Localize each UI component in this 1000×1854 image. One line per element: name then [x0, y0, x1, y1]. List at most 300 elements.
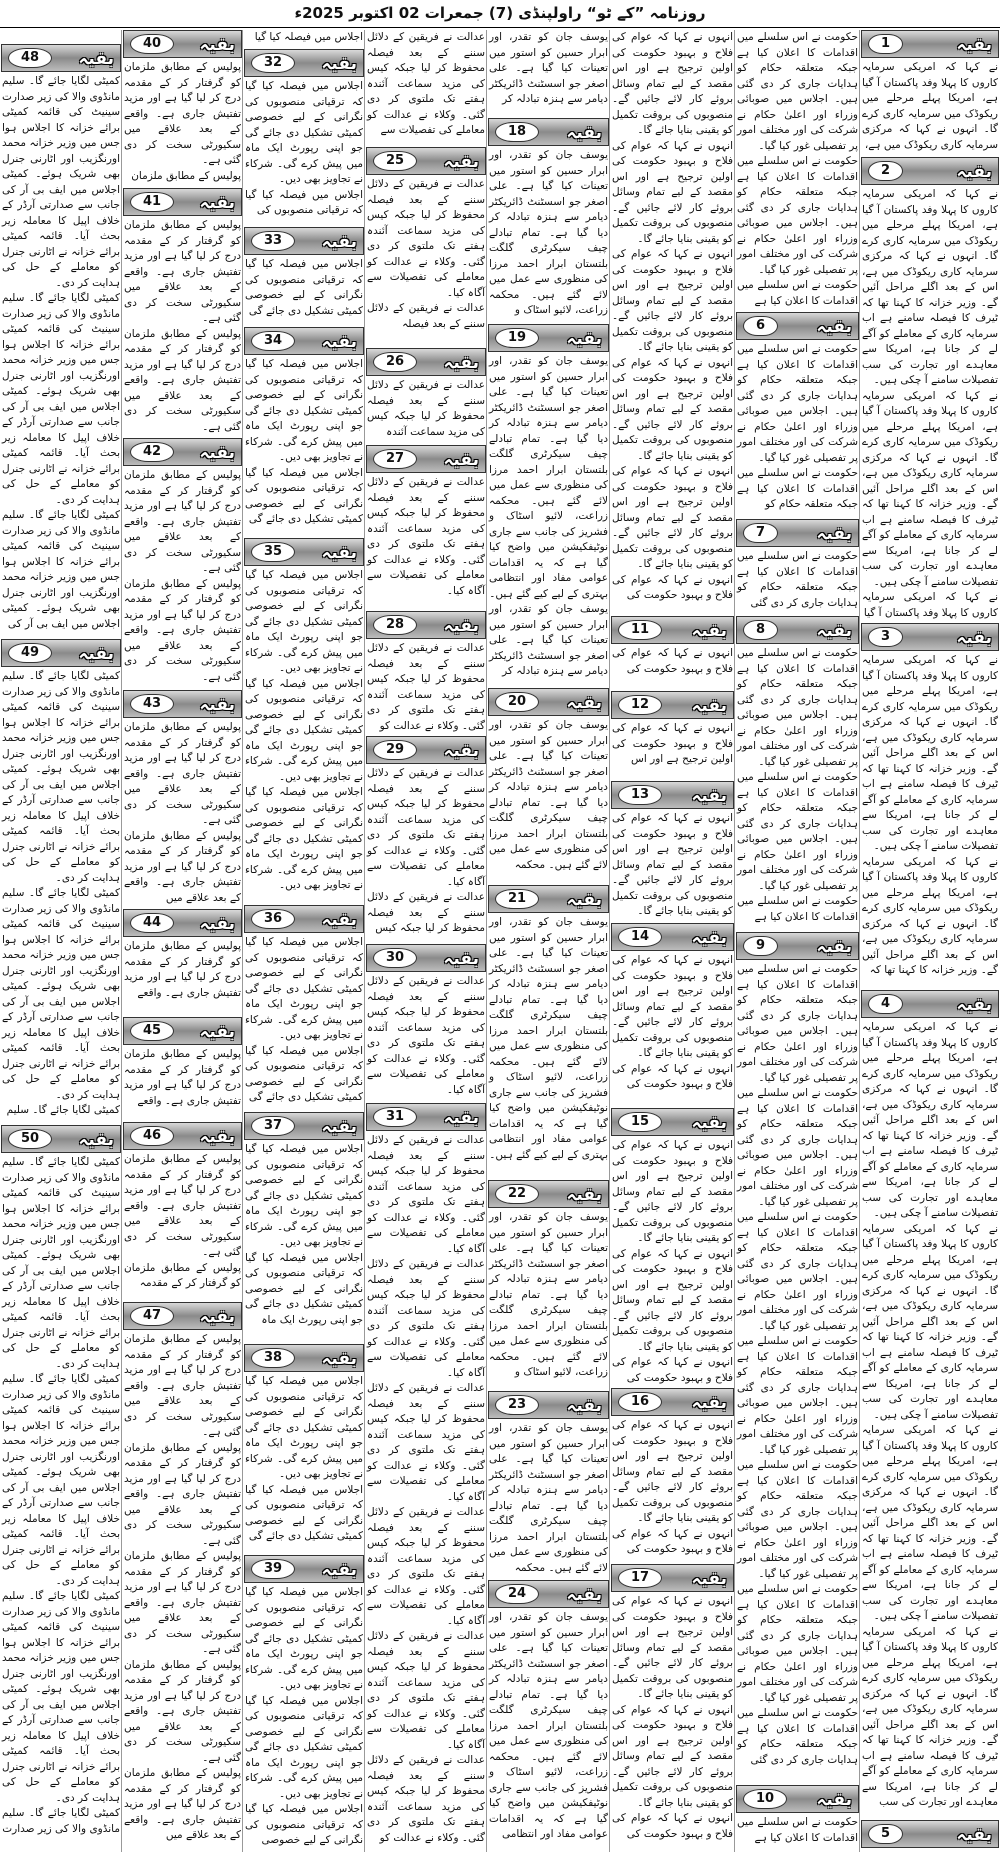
article-paragraph: پولیس کے مطابق ملزمان کو گرفتار کر کے مقدمہ درج کر لیا گیا ہے اور مزید تفتیش جاری ہے۔ واقعے کے بعد علاقے میں	[124, 829, 241, 904]
continued-label: بقیہ	[199, 192, 235, 213]
article-paragraph: حکومت نے اس سلسلے میں اقدامات کا اعلان کیا ہے جبکہ متعلقہ حکام کو ہدایات جاری کر دی گئی ہیں۔ اجلاس میں صوبائی وزراء اور اعلیٰ حکام نے شرکت کی اور مختلف امور پر تفصیلی غور کیا گیا۔	[737, 155, 858, 276]
continued-label: بقیہ	[199, 1306, 235, 1327]
article-paragraph: انہوں نے کہا کہ عوام کی فلاح و بہبود حکومت کی اولین ترجیح ہے اور اس مقصد کے لیے تمام وسائل بروئے کار لائے جائیں گے۔ منصوبوں کی بروقت تکمیل کو یقینی بنایا جائے گا۔	[612, 1247, 733, 1353]
continued-banner-41	[123, 188, 242, 216]
continued-label: بقیہ	[199, 1126, 235, 1147]
column-4	[487, 30, 610, 1852]
continued-label: بقیہ	[816, 1789, 852, 1810]
article-paragraph: حکومت نے اس سلسلے میں اقدامات کا اعلان کیا ہے جبکہ متعلقہ حکام کو ہدایات جاری کر دی گئی ہیں۔ اجلاس میں صوبائی وزراء اور اعلیٰ حکام نے شرکت کی اور مختلف امور پر تفصیلی غور کیا گیا۔	[737, 1211, 858, 1332]
article-text	[367, 475, 485, 609]
continued-number: 14	[618, 927, 662, 947]
continued-banner-10	[736, 1785, 859, 1813]
article-paragraph: پولیس کے مطابق ملزمان کو گرفتار کر کے مقدمہ درج کر لیا گیا ہے اور مزید تفتیش جاری ہے۔ واقعے کے بعد علاقے میں سکیورٹی سخت کر دی گئی ہے۔	[124, 469, 241, 574]
column-2	[735, 30, 860, 1852]
article-text	[862, 1020, 998, 1818]
article-paragraph: اجلاس میں فیصلہ کیا گیا کہ ترقیاتی منصوبوں کی نگرانی کے لیے خصوصی کمیٹی تشکیل دی جائے گی جو اپنی رپورٹ ایک ماہ	[245, 1251, 363, 1326]
continued-banner-48	[1, 44, 121, 72]
article-paragraph: یوسف جان کو تقدر، اور ابرار حسین کو استور میں تعینات کیا گیا ہے۔ علی اصغر جو اسسٹنٹ ڈائریکٹر دیامر سے ہنزہ تبادلہ کر دیا گیا ہے۔ تمام تبادلے چیف سیکرٹری گلگت بلتستان ابرار احمد مرزا کی منظوری سے عمل میں لائے گئے ہیں۔ محکمہ زراعت، لائیو اسٹاک و	[489, 149, 608, 316]
continued-number: 42	[130, 442, 174, 462]
article-paragraph: کمیٹی لگایا جائے گا۔ سلیم مانڈوی والا کی زیر صدارت سینیٹ کی قائمہ کمیٹی برائے خزانہ کا اجلاس ہوا جس میں وزیر خزانہ محمد اورنگزیب اور اٹارنی جنرل بھی شریک ہوئے۔ کمیٹی اجلاس میں ایف بی آر کی	[2, 509, 120, 630]
continued-banner-19	[488, 324, 609, 352]
article-text	[124, 218, 241, 436]
article-paragraph: نے کہا کہ امریکی سرمایہ کاروں کا پہلا وفد پاکستان آ گیا ہے، امریکا پہلے مرحلے میں ریکوڈک میں سرمایہ کاری کرے گا۔ انہوں نے کہا کہ مرکزی سرمایہ کاری ریکوڈک میں ہے، اس کے بعد اگلے مراحل آئیں گے۔ وزیر خزانہ کا کہنا تھا کہ ٹیرف کا فیصلہ سامنے ہے اب سرمایہ کاری کے معاملے کو آگے لے کر جانا ہے، امریکا سے معاہدے اور تجارت کی سب تفصیلات سامنے آ چکی ہیں۔	[862, 389, 998, 588]
article-paragraph: نے کہا کہ امریکی سرمایہ کاروں کا پہلا وفد پاکستان آ گیا ہے، امریکا پہلے مرحلے میں ریکوڈک میں سرمایہ کاری کرے گا۔ انہوں نے کہا کہ مرکزی سرمایہ کاری ریکوڈک میں ہے، اس کے بعد اگلے مراحل آئیں گے۔ وزیر خزانہ کا کہنا تھا کہ ٹیرف کا فیصلہ سامنے ہے اب سرمایہ کاری کے معاملے کو آگے لے کر جانا ہے، امریکا سے معاہدے اور تجارت کی سب	[862, 1625, 998, 1808]
article-paragraph: پولیس کے مطابق ملزمان کو گرفتار کر کے مقدمہ درج کر لیا گیا ہے اور مزید تفتیش جاری ہے۔ واقعے کے بعد علاقے میں سکیورٹی سخت کر دی گئی ہے۔	[124, 577, 241, 683]
article-paragraph: پولیس کے مطابق ملزمان کو گرفتار کر کے مقدمہ درج کر لیا گیا ہے اور مزید تفتیش جاری ہے۔ واقعے کے بعد علاقے میں سکیورٹی سخت کر دی گئی ہے۔	[124, 1658, 241, 1764]
article-paragraph: کمیٹی لگایا جائے گا۔ سلیم مانڈوی والا کی زیر صدارت سینیٹ کی قائمہ کمیٹی برائے خزانہ کا اجلاس ہوا جس میں وزیر خزانہ محمد اورنگزیب اور اٹارنی جنرل بھی شریک ہوئے۔ کمیٹی اجلاس میں ایف بی آر کی جانب سے صدارتی آرڈر کے خلاف اپیل کا معاملہ زیر بحث آیا۔ قائمہ کمیٹی برائے خزانہ نے اٹارنی جنرل کو معاملے کے حل کی ہدایت کر دی۔	[2, 1590, 120, 1804]
continued-number: 11	[618, 620, 662, 640]
continued-number: 34	[251, 331, 295, 351]
article-paragraph: حکومت نے اس سلسلے میں اقدامات کا اعلان کیا ہے جبکہ متعلقہ حکام کو ہدایات جاری کر دی گئی ہیں۔ اجلاس میں صوبائی وزراء اور اعلیٰ حکام نے شرکت کی اور مختلف امور پر تفصیلی غور کیا گیا۔	[737, 771, 858, 892]
continued-banner-49	[1, 639, 121, 667]
article-paragraph: نے کہا کہ امریکی سرمایہ کاروں کا پہلا وفد پاکستان آ گیا ہے، امریکا پہلے مرحلے میں ریکوڈک میں سرمایہ کاری کرے گا۔ انہوں نے کہا کہ مرکزی سرمایہ کاری ریکوڈک میں ہے،	[862, 61, 998, 151]
article-paragraph: عدالت نے فریقین کے دلائل سننے کے بعد فیصلہ محفوظ کر لیا جبکہ کیس کی مزید سماعت آئندہ ہفتے تک ملتوی کر دی گئی۔ وکلاء نے عدالت کو معاملے کی تفصیلات سے آگاہ کیا۔	[367, 1258, 485, 1379]
article-text	[737, 30, 858, 310]
article-text	[862, 187, 998, 621]
article-text	[245, 935, 363, 1110]
continued-number: 37	[251, 1116, 295, 1136]
article-paragraph: انہوں نے کہا کہ عوام کی فلاح و بہبود حکومت کی اولین ترجیح ہے اور اس مقصد کے لیے تمام وسائل بروئے کار لائے جائیں گے۔ منصوبوں کی بروقت تکمیل کو یقینی بنایا جائے گا۔	[612, 356, 733, 462]
continued-label: بقیہ	[816, 936, 852, 957]
continued-label: بقیہ	[566, 1184, 602, 1205]
continued-label: بقیہ	[199, 913, 235, 934]
article-text	[124, 720, 241, 907]
article-text	[124, 1332, 241, 1850]
article-text	[489, 1210, 608, 1389]
continued-number: 26	[373, 352, 417, 372]
article-paragraph: عدالت نے فریقین کے دلائل سننے کے بعد فیصلہ محفوظ کر لیا جبکہ کیس	[367, 891, 485, 934]
article-text	[2, 1155, 120, 1850]
continued-number: 20	[495, 692, 539, 712]
article-paragraph: کمیٹی لگایا جائے گا۔ سلیم مانڈوی والا کی زیر صدارت سینیٹ کی قائمہ کمیٹی برائے خزانہ کا اجلاس ہوا جس میں وزیر خزانہ محمد اورنگزیب اور اٹارنی جنرل بھی شریک ہوئے۔ کمیٹی اجلاس میں ایف بی آر کی جانب سے صدارتی آرڈر کے خلاف اپیل کا معاملہ زیر بحث آیا۔ قائمہ کمیٹی برائے خزانہ نے اٹارنی جنرل کو معاملے کے حل کی ہدایت کر دی۔	[2, 1156, 120, 1370]
article-paragraph: اجلاس میں فیصلہ کیا گیا کہ ترقیاتی منصوبوں کی نگرانی کے لیے خصوصی کمیٹی تشکیل دی جائے گی جو اپنی رپورٹ ایک ماہ میں پیش کرے گی۔ شرکاء نے تجاویز بھی دیں۔	[245, 786, 363, 891]
continued-banner-17	[611, 1564, 734, 1592]
article-text	[737, 646, 858, 930]
article-paragraph: انہوں نے کہا کہ عوام کی فلاح و بہبود حکومت کی اولین ترجیح ہے اور اس مقصد کے لیے تمام وسائل بروئے کار لائے جائیں گے۔ منصوبوں کی بروقت تکمیل کو یقینی بنایا جائے گا۔	[612, 1419, 733, 1524]
article-paragraph: پولیس کے مطابق ملزمان کو گرفتار کر کے مقدمہ درج کر لیا گیا ہے اور مزید تفتیش جاری ہے۔ واقعے کے بعد علاقے میں	[124, 1767, 241, 1841]
continued-label: بقیہ	[443, 615, 479, 636]
continued-banner-25	[366, 147, 486, 175]
article-paragraph: حکومت نے اس سلسلے میں اقدامات کا اعلان کیا ہے جبکہ متعلقہ حکام کو ہدایات جاری کر دی گئی	[737, 1707, 858, 1766]
article-paragraph: انہوں نے کہا کہ عوام کی فلاح و بہبود حکومت کی اولین ترجیح ہے اور اس مقصد کے لیے تمام وسائل بروئے کار لائے جائیں گے۔ منصوبوں کی بروقت تکمیل کو یقینی بنایا جائے گا۔	[612, 248, 733, 353]
continued-banner-26	[366, 348, 486, 376]
article-text	[367, 1133, 485, 1850]
article-paragraph: پولیس کے مطابق ملزمان کو گرفتار کر کے مقدمہ درج کر لیا گیا ہے اور مزید تفتیش جاری ہے۔ واقعے کے بعد علاقے میں سکیورٹی سخت کر دی گئی ہے۔	[124, 1333, 241, 1438]
article-text	[612, 953, 733, 1106]
continued-banner-38	[244, 1344, 364, 1372]
continued-label: بقیہ	[199, 442, 235, 463]
continued-label: بقیہ	[956, 1824, 992, 1845]
article-text	[124, 1047, 241, 1120]
continued-label: بقیہ	[691, 620, 727, 641]
continued-banner-9	[736, 932, 859, 960]
continued-number: 35	[251, 542, 295, 562]
continued-number: 28	[373, 615, 417, 635]
article-paragraph: انہوں نے کہا کہ عوام کی فلاح و بہبود حکومت کی اولین ترجیح ہے اور اس مقصد کے لیے تمام وسائل بروئے کار لائے جائیں گے۔ منصوبوں کی بروقت تکمیل کو یقینی بنایا جائے گا۔	[612, 31, 733, 136]
article-paragraph: اجلاس میں فیصلہ کیا گیا	[254, 31, 363, 43]
article-text	[612, 721, 733, 779]
article-paragraph: حکومت نے اس سلسلے میں اقدامات کا اعلان کیا ہے جبکہ متعلقہ حکام کو ہدایات جاری کر دی گئی ہیں۔ اجلاس میں صوبائی وزراء اور اعلیٰ حکام نے شرکت کی اور مختلف امور پر تفصیلی غور کیا گیا۔	[737, 647, 858, 768]
article-paragraph: پولیس کے مطابق ملزمان کو گرفتار کر کے مقدمہ درج کر لیا گیا ہے اور مزید تفتیش جاری ہے۔ واقعے کے بعد علاقے میں سکیورٹی سخت کر دی گئی ہے۔	[124, 327, 241, 433]
article-paragraph: حکومت نے اس سلسلے میں اقدامات کا اعلان کیا ہے	[737, 1816, 858, 1844]
article-paragraph: یوسف جان کو تقدر، اور ابرار حسین کو استور میں تعینات کیا گیا ہے۔ علی اصغر جو اسسٹنٹ ڈائریکٹر دیامر سے ہنزہ تبادلہ کر دیا گیا ہے۔ تمام تبادلے چیف سیکرٹری گلگت بلتستان ابرار احمد مرزا کی منظوری سے عمل میں لائے گئے ہیں۔ محکمہ زراعت، لائیو اسٹاک و فشریز کی جانب سے جاری نوٹیفکیشن میں واضح کیا گیا ہے کہ یہ اقدامات عوامی مفاد اور انتظامی بہتری کے لیے کیے گئے ہیں۔	[489, 355, 608, 600]
continued-number: 25	[373, 151, 417, 171]
continued-label: بقیہ	[78, 643, 114, 664]
continued-banner-5	[861, 1820, 999, 1848]
article-text	[367, 30, 485, 145]
article-paragraph: عدالت نے فریقین کے دلائل سننے کے بعد فیصلہ محفوظ کر لیا جبکہ کیس کی مزید سماعت آئندہ ہفتے تک ملتوی کر دی گئی۔ وکلاء نے عدالت کو معاملے کی تفصیلات سے آگاہ کیا۔	[367, 1382, 485, 1503]
article-text	[737, 342, 858, 517]
article-text	[245, 357, 363, 536]
article-paragraph: پولیس کے مطابق ملزمان کو گرفتار کر کے مقدمہ درج کر لیا گیا ہے اور مزید تفتیش جاری ہے۔ واقعے کے بعد علاقے میں سکیورٹی سخت کر دی گئی ہے۔	[124, 1153, 241, 1258]
article-text	[367, 766, 485, 942]
article-text	[2, 669, 120, 1123]
article-paragraph: انہوں نے کہا کہ عوام کی فلاح و بہبود حکومت کی اولین ترجیح ہے اور اس مقصد کے لیے تمام وسائل بروئے کار لائے جائیں گے۔ منصوبوں کی بروقت تکمیل کو یقینی بنایا جائے گا۔	[612, 1595, 733, 1700]
continued-banner-14	[611, 923, 734, 951]
article-paragraph: انہوں نے کہا کہ عوام کی فلاح و بہبود حکومت کی	[612, 573, 733, 601]
article-paragraph: انہوں نے کہا کہ عوام کی فلاح و بہبود حکومت کی اولین ترجیح ہے اور اس مقصد کے لیے تمام وسائل بروئے کار لائے جائیں گے۔ منصوبوں کی بروقت تکمیل کو یقینی بنایا جائے گا۔	[612, 465, 733, 570]
continued-label: بقیہ	[566, 1584, 602, 1605]
continued-label: بقیہ	[816, 523, 852, 544]
article-paragraph: عدالت نے فریقین کے دلائل سننے کے بعد فیصلہ محفوظ کر لیا جبکہ کیس کی مزید سماعت آئندہ ہفتے تک ملتوی کر دی گئی۔ وکلاء نے عدالت کو معاملے کی تفصیلات سے آگاہ کیا۔	[367, 1630, 485, 1751]
article-paragraph: کمیٹی لگایا جائے گا۔ سلیم مانڈوی والا کی زیر صدارت سینیٹ کی قائمہ کمیٹی برائے خزانہ کا اجلاس ہوا جس میں وزیر خزانہ محمد اورنگزیب اور اٹارنی جنرل بھی شریک ہوئے۔ کمیٹی اجلاس میں ایف بی آر کی جانب سے صدارتی آرڈر کے خلاف اپیل کا معاملہ زیر بحث آیا۔ قائمہ کمیٹی برائے خزانہ نے اٹارنی جنرل کو معاملے کے حل کی ہدایت کر دی۔	[2, 670, 120, 884]
continued-banner-28	[366, 611, 486, 639]
continued-label: بقیہ	[443, 151, 479, 172]
article-text	[612, 30, 733, 614]
continued-number: 33	[251, 231, 295, 251]
continued-banner-44	[123, 909, 242, 937]
article-paragraph: انہوں نے کہا کہ عوام کی فلاح و بہبود حکومت کی اولین ترجیح ہے اور اس مقصد کے لیے تمام وسائل بروئے کار لائے جائیں گے۔ منصوبوں کی بروقت تکمیل کو یقینی بنایا جائے گا۔	[612, 1703, 733, 1809]
article-text	[612, 811, 733, 921]
article-paragraph: عدالت نے فریقین کے دلائل سننے کے بعد فیصلہ محفوظ کر لیا جبکہ کیس کی مزید سماعت آئندہ ہفتے تک ملتوی کر دی گئی۔ وکلاء نے عدالت کو معاملے کی تفصیلات سے آگاہ کیا۔	[367, 1134, 485, 1255]
continued-banner-16	[611, 1388, 734, 1416]
article-paragraph: یوسف جان کو تقدر، اور ابرار حسین کو استور میں تعینات کیا گیا ہے۔ علی اصغر جو اسسٹنٹ ڈائریکٹر دیامر سے ہنزہ تبادلہ کر دیا گیا ہے۔ تمام تبادلے چیف سیکرٹری گلگت بلتستان ابرار احمد مرزا کی منظوری سے عمل میں لائے گئے ہیں۔ محکمہ	[489, 719, 608, 871]
continued-number: 16	[618, 1392, 662, 1412]
article-paragraph: اجلاس میں فیصلہ کیا گیا کہ ترقیاتی منصوبوں کی نگرانی کے لیے خصوصی کمیٹی تشکیل دی جائے گی	[245, 258, 363, 317]
continued-label: بقیہ	[566, 1395, 602, 1416]
article-paragraph: نے کہا کہ امریکی سرمایہ کاروں کا پہلا وفد پاکستان آ گیا ہے، امریکا پہلے مرحلے میں ریکوڈک میں سرمایہ کاری کرے گا۔ انہوں نے کہا کہ مرکزی سرمایہ کاری ریکوڈک میں ہے، اس کے بعد اگلے مراحل آئیں گے۔ وزیر خزانہ کا کہنا تھا کہ ٹیرف کا فیصلہ سامنے ہے اب سرمایہ کاری کے معاملے کو آگے لے کر جانا ہے، امریکا سے معاہدے اور تجارت کی سب تفصیلات سامنے آ چکی ہیں۔	[862, 188, 998, 386]
continued-label: بقیہ	[443, 1107, 479, 1128]
article-paragraph: انہوں نے کہا کہ عوام کی فلاح و بہبود حکومت کی اولین ترجیح ہے اور اس مقصد کے لیے تمام وسائل بروئے کار لائے جائیں گے۔ منصوبوں کی بروقت تکمیل کو یقینی بنایا جائے گا۔	[612, 954, 733, 1059]
article-text	[737, 962, 858, 1783]
article-text	[367, 177, 485, 346]
continued-banner-36	[244, 905, 364, 933]
article-paragraph: نے کہا کہ امریکی سرمایہ کاروں کا پہلا وفد پاکستان آ گیا ہے، امریکا پہلے مرحلے میں ریکوڈک میں سرمایہ کاری کرے گا۔ انہوں نے کہا کہ مرکزی سرمایہ کاری ریکوڈک میں ہے، اس کے بعد اگلے مراحل آئیں گے۔ وزیر خزانہ کا کہنا تھا کہ ٹیرف کا فیصلہ سامنے ہے اب سرمایہ کاری کے معاملے کو آگے لے کر جانا ہے، امریکا سے معاہدے اور تجارت کی سب تفصیلات سامنے آ چکی ہیں۔	[862, 1222, 998, 1421]
continued-banner-8	[736, 616, 859, 644]
article-text	[124, 468, 241, 688]
article-paragraph: یوسف جان کو تقدر، اور ابرار حسین کو استور میں تعینات کیا گیا ہے۔ علی اصغر جو اسسٹنٹ ڈائریکٹر دیامر سے ہنزہ تبادلہ کر	[489, 603, 608, 677]
article-paragraph: پولیس کے مطابق ملزمان کو گرفتار کر کے مقدمہ درج کر لیا گیا ہے اور مزید تفتیش جاری ہے۔ واقعے کے بعد علاقے میں سکیورٹی سخت کر دی گئی ہے۔	[124, 219, 241, 324]
continued-banner-37	[244, 1112, 364, 1140]
continued-banner-21	[488, 885, 609, 913]
continued-label: بقیہ	[956, 994, 992, 1015]
article-paragraph: نے کہا کہ امریکی سرمایہ کاروں کا پہلا وفد پاکستان آ گیا ہے، امریکا پہلے مرحلے میں ریکوڈک میں سرمایہ کاری کرے گا۔ انہوں نے کہا کہ مرکزی سرمایہ کاری ریکوڈک میں ہے، اس کے بعد اگلے مراحل آئیں گے۔ وزیر خزانہ کا کہنا تھا کہ	[862, 855, 998, 976]
article-paragraph: یوسف جان کو تقدر، اور ابرار حسین کو استور میں تعینات کیا گیا ہے۔ علی اصغر جو اسسٹنٹ ڈائریکٹر دیامر سے ہنزہ تبادلہ کر دیا گیا ہے۔ تمام تبادلے چیف سیکرٹری گلگت بلتستان ابرار احمد مرزا کی منظوری سے عمل میں لائے گئے ہیں۔ محکمہ زراعت، لائیو اسٹاک و	[489, 1211, 608, 1378]
continued-label: بقیہ	[956, 627, 992, 648]
column-5	[365, 30, 487, 1852]
article-paragraph: یوسف جان کو تقدر، اور ابرار حسین کو استور میں تعینات کیا گیا ہے۔ علی اصغر جو اسسٹنٹ ڈائریکٹر دیامر سے ہنزہ تبادلہ کر دیا گیا ہے۔ تمام تبادلے چیف سیکرٹری گلگت بلتستان ابرار احمد مرزا کی منظوری سے عمل میں لائے گئے ہیں۔ محکمہ زراعت، لائیو اسٹاک و فشریز کی جانب سے جاری نوٹیفکیشن میں واضح کیا گیا ہے کہ یہ اقدامات عوامی مفاد اور انتظامی	[489, 1611, 608, 1840]
article-paragraph: حکومت نے اس سلسلے میں اقدامات کا اعلان کیا ہے جبکہ متعلقہ حکام کو ہدایات جاری کر دی گئی ہیں۔ اجلاس میں صوبائی وزراء اور اعلیٰ حکام نے شرکت کی اور مختلف امور پر تفصیلی غور کیا گیا۔	[737, 963, 858, 1084]
article-paragraph: کمیٹی لگایا جائے گا۔ سلیم مانڈوی والا کی زیر صدارت سینیٹ کی قائمہ کمیٹی برائے خزانہ کا اجلاس ہوا جس میں وزیر خزانہ محمد اورنگزیب اور اٹارنی جنرل بھی شریک ہوئے۔ کمیٹی اجلاس میں ایف بی آر کی جانب سے صدارتی آرڈر کے خلاف اپیل کا معاملہ زیر بحث آیا۔ قائمہ کمیٹی برائے خزانہ نے اٹارنی جنرل کو معاملے کے حل کی ہدایت کر دی۔	[2, 1373, 120, 1587]
continued-number: 39	[251, 1559, 295, 1579]
continued-number: 7	[743, 523, 778, 543]
continued-label: بقیہ	[956, 161, 992, 182]
article-text	[245, 257, 363, 325]
continued-label: بقیہ	[321, 231, 357, 252]
article-paragraph: نے کہا کہ امریکی سرمایہ کاروں کا پہلا وفد پاکستان آ گیا ہے، امریکا پہلے مرحلے میں ریکوڈک میں سرمایہ کاری کرے گا۔ انہوں نے کہا کہ مرکزی سرمایہ کاری ریکوڈک میں ہے، اس کے بعد اگلے مراحل آئیں گے۔ وزیر خزانہ کا کہنا تھا کہ ٹیرف کا فیصلہ سامنے ہے اب سرمایہ کاری کے معاملے کو آگے لے کر جانا ہے، امریکا سے معاہدے اور تجارت کی سب تفصیلات سامنے آ چکی ہیں۔	[862, 1424, 998, 1622]
continued-label: بقیہ	[321, 1116, 357, 1137]
article-paragraph: اجلاس میں فیصلہ کیا گیا کہ ترقیاتی منصوبوں کی نگرانی کے لیے خصوصی کمیٹی تشکیل دی جائے گی جو اپنی رپورٹ ایک ماہ میں پیش کرے گی۔ شرکاء نے تجاویز بھی دیں۔	[245, 569, 363, 674]
continued-banner-32	[244, 49, 364, 77]
continued-label: بقیہ	[199, 34, 235, 55]
article-text	[737, 549, 858, 614]
article-paragraph: حکومت نے اس سلسلے میں اقدامات کا اعلان کیا ہے جبکہ متعلقہ حکام کو ہدایات جاری کر دی گئی	[737, 550, 858, 609]
continued-banner-33	[244, 227, 364, 255]
article-paragraph: نے کہا کہ امریکی سرمایہ کاروں کا پہلا وفد پاکستان آ گیا	[862, 591, 998, 619]
article-paragraph: عدالت نے فریقین کے دلائل سننے کے بعد فیصلہ محفوظ کر لیا جبکہ کیس کی مزید سماعت آئندہ ہفتے تک ملتوی کر دی گئی۔ وکلاء نے عدالت کو معاملے کی تفصیلات سے آگاہ کیا۔	[367, 476, 485, 597]
continued-number: 15	[618, 1112, 662, 1132]
continued-banner-2	[861, 157, 999, 185]
continued-banner-39	[244, 1555, 364, 1583]
article-text	[367, 378, 485, 443]
article-paragraph: انہوں نے کہا کہ عوام کی فلاح و بہبود حکومت کی اولین ترجیح ہے اور اس مقصد کے لیے تمام وسائل بروئے کار لائے جائیں گے۔ منصوبوں کی بروقت تکمیل کو یقینی بنایا جائے گا۔	[612, 1139, 733, 1244]
continued-label: بقیہ	[321, 53, 357, 74]
continued-number: 31	[373, 1107, 417, 1127]
continued-banner-4	[861, 990, 999, 1018]
article-paragraph: انہوں نے کہا کہ عوام کی فلاح و بہبود حکومت کی اولین ترجیح ہے اور اس مقصد کے لیے تمام وسائل بروئے کار لائے جائیں گے۔ منصوبوں کی بروقت تکمیل کو یقینی بنایا جائے گا۔	[612, 139, 733, 245]
article-paragraph: کمیٹی لگایا جائے گا۔ سلیم مانڈوی والا کی زیر صدارت سینیٹ کی قائمہ کمیٹی برائے خزانہ کا اجلاس ہوا جس میں وزیر خزانہ محمد اورنگزیب اور اٹارنی جنرل بھی شریک ہوئے۔ کمیٹی اجلاس میں ایف بی آر کی جانب سے صدارتی آرڈر کے خلاف اپیل کا معاملہ زیر بحث آیا۔ قائمہ کمیٹی برائے خزانہ نے اٹارنی جنرل کو معاملے کے حل کی ہدایت کر دی۔	[2, 292, 120, 506]
continued-number: 40	[130, 34, 174, 54]
article-paragraph: اجلاس میں فیصلہ کیا گیا کہ ترقیاتی منصوبوں کی نگرانی کے لیے خصوصی کمیٹی تشکیل دی جائے گی جو اپنی رپورٹ ایک ماہ میں پیش کرے گی۔ شرکاء نے تجاویز بھی دیں۔	[245, 1375, 363, 1480]
article-text	[367, 641, 485, 734]
continued-number: 38	[251, 1348, 295, 1368]
article-text	[245, 1374, 363, 1553]
article-paragraph: انہوں نے کہا کہ عوام کی فلاح و بہبود حکومت کی	[612, 1812, 733, 1840]
continued-number: 29	[373, 740, 417, 760]
continued-number: 43	[130, 694, 174, 714]
continued-banner-23	[488, 1391, 609, 1419]
article-paragraph: حکومت نے اس سلسلے میں اقدامات کا اعلان کیا ہے جبکہ متعلقہ حکام کو ہدایات جاری کر دی گئی ہیں۔ اجلاس میں صوبائی وزراء اور اعلیٰ حکام نے شرکت کی اور مختلف امور پر تفصیلی غور کیا گیا۔	[737, 1335, 858, 1456]
masthead-rule	[0, 27, 1000, 28]
continued-number: 47	[130, 1306, 174, 1326]
continued-number: 41	[130, 192, 174, 212]
continued-number: 4	[868, 994, 903, 1014]
column-8	[0, 30, 122, 1852]
article-text	[489, 1421, 608, 1578]
continued-banner-45	[123, 1017, 242, 1045]
continued-label: بقیہ	[443, 352, 479, 373]
continued-banner-40	[123, 30, 242, 58]
article-paragraph: اجلاس میں فیصلہ کیا گیا کہ ترقیاتی منصوبوں کی نگرانی کے لیے خصوصی کمیٹی تشکیل دی جائے گی	[245, 1483, 363, 1542]
continued-banner-1	[861, 30, 999, 58]
article-text	[245, 1142, 363, 1342]
continued-banner-18	[488, 118, 609, 146]
continued-banner-13	[611, 781, 734, 809]
article-paragraph: عدالت نے فریقین کے دلائل سننے کے بعد فیصلہ محفوظ کر لیا جبکہ کیس کی مزید سماعت آئندہ	[367, 379, 485, 438]
article-text	[862, 60, 998, 155]
continued-label: بقیہ	[816, 620, 852, 641]
article-paragraph: اجلاس میں فیصلہ کیا گیا کہ ترقیاتی منصوبوں کی نگرانی کے لیے خصوصی کمیٹی تشکیل دی جائے گی جو اپنی رپورٹ ایک ماہ میں پیش کرے گی۔ شرکاء نے تجاویز بھی دیں۔	[245, 1586, 363, 1691]
continued-label: بقیہ	[566, 328, 602, 349]
article-paragraph: انہوں نے کہا کہ عوام کی فلاح و بہبود حکومت کی	[612, 647, 733, 675]
continued-banner-7	[736, 519, 859, 547]
article-text	[612, 1138, 733, 1386]
continued-number: 36	[251, 909, 295, 929]
article-paragraph: حکومت نے اس سلسلے میں اقدامات کا اعلان کیا ہے	[737, 279, 858, 307]
column-6	[243, 30, 365, 1852]
article-text	[489, 718, 608, 883]
continued-number: 8	[743, 620, 778, 640]
article-paragraph: اجلاس میں فیصلہ کیا گیا کہ ترقیاتی منصوبوں کی نگرانی کے لیے خصوصی کمیٹی تشکیل دی جائے گی جو اپنی رپورٹ ایک ماہ میں پیش کرے گی۔ شرکاء نے تجاویز بھی دیں۔	[245, 936, 363, 1041]
continued-banner-47	[123, 1302, 242, 1330]
article-paragraph: کمیٹی لگایا جائے گا۔ سلیم مانڈوی والا کی زیر صدارت سینیٹ کی قائمہ کمیٹی برائے خزانہ کا اجلاس ہوا جس میں وزیر خزانہ محمد اورنگزیب اور اٹارنی جنرل بھی شریک ہوئے۔ کمیٹی اجلاس میں ایف بی آر کی جانب سے صدارتی آرڈر کے خلاف اپیل کا معاملہ زیر بحث آیا۔ قائمہ کمیٹی برائے خزانہ نے اٹارنی جنرل کو معاملے کے حل کی ہدایت کر دی۔	[2, 887, 120, 1101]
article-text	[124, 60, 241, 186]
article-paragraph: کمیٹی لگایا جائے گا۔ سلیم مانڈوی والا کی زیر صدارت	[2, 1807, 120, 1835]
continued-banner-27	[366, 445, 486, 473]
continued-label: بقیہ	[691, 1112, 727, 1133]
article-text	[489, 1610, 608, 1850]
article-text	[124, 1152, 241, 1300]
continued-number: 10	[743, 1789, 787, 1809]
continued-number: 30	[373, 948, 417, 968]
article-paragraph: پولیس کے مطابق ملزمان	[131, 169, 241, 182]
article-paragraph: پولیس کے مطابق ملزمان کو گرفتار کر کے مقدمہ درج کر لیا گیا ہے اور مزید تفتیش جاری ہے۔ واقعے کے بعد علاقے میں سکیورٹی سخت کر دی گئی ہے۔	[124, 61, 241, 166]
continued-label: بقیہ	[443, 948, 479, 969]
article-text	[245, 1585, 363, 1850]
continued-number: 5	[868, 1824, 903, 1844]
article-text	[245, 79, 363, 225]
continued-label: بقیہ	[78, 48, 114, 69]
article-paragraph: اجلاس میں فیصلہ کیا گیا کہ ترقیاتی منصوبوں کی نگرانی کے لیے خصوصی کمیٹی تشکیل دی جائے گی	[245, 1044, 363, 1103]
continued-label: بقیہ	[443, 449, 479, 470]
article-text	[2, 74, 120, 637]
article-text	[489, 354, 608, 686]
continued-label: بقیہ	[321, 542, 357, 563]
article-text	[737, 1815, 858, 1850]
article-paragraph: عدالت نے فریقین کے دلائل سننے کے بعد فیصلہ محفوظ کر لیا جبکہ کیس کی مزید سماعت آئندہ ہفتے تک ملتوی کر دی گئی۔ وکلاء نے عدالت کو	[367, 1754, 485, 1844]
continued-number: 12	[618, 695, 662, 715]
continued-number: 22	[495, 1184, 539, 1204]
article-text	[489, 148, 608, 322]
continued-banner-20	[488, 688, 609, 716]
article-paragraph: انہوں نے کہا کہ عوام کی فلاح و بہبود حکومت کی	[612, 1062, 733, 1090]
article-paragraph: اجلاس میں فیصلہ کیا گیا کہ ترقیاتی منصوبوں کی نگرانی کے لیے خصوصی کمیٹی تشکیل دی جائے گی جو اپنی رپورٹ ایک ماہ میں پیش کرے گی۔ شرکاء نے تجاویز بھی دیں۔	[245, 1143, 363, 1248]
article-paragraph: عدالت نے فریقین کے دلائل سننے کے بعد فیصلہ محفوظ کر لیا جبکہ کیس کی مزید سماعت آئندہ ہفتے تک ملتوی کر دی گئی۔ وکلاء نے عدالت کو معاملے کی تفصیلات سے آگاہ کیا۔	[367, 178, 485, 299]
continued-banner-35	[244, 538, 364, 566]
continued-banner-50	[1, 1125, 121, 1153]
article-paragraph: انہوں نے کہا کہ عوام کی فلاح و بہبود حکومت کی	[612, 1527, 733, 1555]
continued-label: بقیہ	[956, 34, 992, 55]
article-paragraph: حکومت نے اس سلسلے میں اقدامات کا اعلان کیا ہے جبکہ متعلقہ حکام کو	[737, 467, 858, 510]
article-paragraph: اجلاس میں فیصلہ کیا گیا کہ ترقیاتی منصوبوں کی	[245, 188, 363, 216]
continued-label: بقیہ	[78, 1129, 114, 1150]
article-paragraph: حکومت نے اس سلسلے میں اقدامات کا اعلان کیا ہے جبکہ متعلقہ حکام کو ہدایات جاری کر دی گئی ہیں۔ اجلاس میں صوبائی وزراء اور اعلیٰ حکام نے شرکت کی اور مختلف امور پر تفصیلی غور کیا گیا۔	[737, 1583, 858, 1704]
article-text	[124, 939, 241, 1015]
article-paragraph: اجلاس میں فیصلہ کیا گیا کہ ترقیاتی منصوبوں کی نگرانی کے لیے خصوصی کمیٹی تشکیل دی جائے گی جو اپنی رپورٹ ایک ماہ میں پیش کرے گی۔ شرکاء نے تجاویز بھی دیں۔	[245, 1694, 363, 1800]
continued-number: 46	[130, 1126, 174, 1146]
column-1	[860, 30, 1000, 1852]
continued-number: 13	[618, 785, 662, 805]
continued-label: بقیہ	[199, 694, 235, 715]
continued-label: بقیہ	[691, 1568, 727, 1589]
continued-banner-24	[488, 1580, 609, 1608]
article-paragraph: حکومت نے اس سلسلے میں اقدامات کا اعلان کیا ہے جبکہ متعلقہ حکام کو ہدایات جاری کر دی گئی ہیں۔ اجلاس میں صوبائی وزراء اور اعلیٰ حکام نے شرکت کی اور مختلف امور پر تفصیلی غور کیا گیا۔	[737, 31, 858, 152]
continued-label: بقیہ	[566, 889, 602, 910]
continued-number: 48	[8, 48, 52, 68]
article-paragraph: نے کہا کہ امریکی سرمایہ کاروں کا پہلا وفد پاکستان آ گیا ہے، امریکا پہلے مرحلے میں ریکوڈک میں سرمایہ کاری کرے گا۔ انہوں نے کہا کہ مرکزی سرمایہ کاری ریکوڈک میں ہے، اس کے بعد اگلے مراحل آئیں گے۔ وزیر خزانہ کا کہنا تھا کہ ٹیرف کا فیصلہ سامنے ہے اب سرمایہ کاری کے معاملے کو آگے لے کر جانا ہے، امریکا سے معاہدے اور تجارت کی سب تفصیلات سامنے آ چکی ہیں۔	[862, 654, 998, 852]
article-paragraph: عدالت نے فریقین کے دلائل سننے کے بعد فیصلہ	[367, 302, 485, 330]
continued-label: بقیہ	[321, 1559, 357, 1580]
article-paragraph: کمیٹی لگایا جائے گا۔ سلیم مانڈوی والا کی زیر صدارت سینیٹ کی قائمہ کمیٹی برائے خزانہ کا اجلاس ہوا جس میں وزیر خزانہ محمد اورنگزیب اور اٹارنی جنرل بھی شریک ہوئے۔ کمیٹی اجلاس میں ایف بی آر کی جانب سے صدارتی آرڈر کے خلاف اپیل کا معاملہ زیر بحث آیا۔ قائمہ کمیٹی برائے خزانہ نے اٹارنی جنرل کو معاملے کے حل کی ہدایت کر دی۔	[2, 75, 120, 289]
article-paragraph: یوسف جان کو تقدر، اور ابرار حسین کو استور میں تعینات کیا گیا ہے۔ علی اصغر جو اسسٹنٹ ڈائریکٹر دیامر سے ہنزہ تبادلہ کر دیا گیا ہے۔ تمام تبادلے چیف سیکرٹری گلگت بلتستان ابرار احمد مرزا کی منظوری سے عمل میں لائے گئے ہیں۔ محکمہ زراعت، لائیو اسٹاک و فشریز کی جانب سے جاری نوٹیفکیشن میں واضح کیا گیا ہے کہ یہ اقدامات عوامی مفاد اور انتظامی بہتری کے لیے کیے گئے ہیں۔	[489, 916, 608, 1161]
article-paragraph: انہوں نے کہا کہ عوام کی فلاح و بہبود حکومت کی اولین ترجیح ہے اور اس	[612, 722, 733, 765]
article-paragraph: عدالت نے فریقین کے دلائل سننے کے بعد فیصلہ محفوظ کر لیا جبکہ کیس کی مزید سماعت آئندہ ہفتے تک ملتوی کر دی گئی۔ وکلاء نے عدالت کو معاملے کی تفصیلات سے آگاہ کیا۔	[367, 975, 485, 1096]
article-paragraph: حکومت نے اس سلسلے میں اقدامات کا اعلان کیا ہے	[737, 895, 858, 923]
continued-number: 17	[618, 1568, 662, 1588]
continued-banner-22	[488, 1180, 609, 1208]
continued-number: 24	[495, 1584, 539, 1604]
article-paragraph: پولیس کے مطابق ملزمان کو گرفتار کر کے مقدمہ درج کر لیا گیا ہے اور مزید تفتیش جاری ہے۔ واقعے کے بعد علاقے میں سکیورٹی سخت کر دی گئی ہے۔	[124, 1550, 241, 1655]
article-paragraph: نے کہا کہ امریکی سرمایہ کاروں کا پہلا وفد پاکستان آ گیا ہے، امریکا پہلے مرحلے میں ریکوڈک میں سرمایہ کاری کرے گا۔ انہوں نے کہا کہ مرکزی سرمایہ کاری ریکوڈک میں ہے، اس کے بعد اگلے مراحل آئیں گے۔ وزیر خزانہ کا کہنا تھا کہ ٹیرف کا فیصلہ سامنے ہے اب سرمایہ کاری کے معاملے کو آگے لے کر جانا ہے، امریکا سے معاہدے اور تجارت کی سب تفصیلات سامنے آ چکی ہیں۔	[862, 1021, 998, 1219]
article-text	[245, 30, 363, 47]
continued-label: بقیہ	[566, 122, 602, 143]
article-text	[245, 568, 363, 903]
continued-label: بقیہ	[691, 1392, 727, 1413]
continued-number: 6	[743, 316, 778, 336]
article-text	[862, 653, 998, 988]
article-text	[612, 1594, 733, 1850]
continued-number: 23	[495, 1395, 539, 1415]
article-paragraph: حکومت نے اس سلسلے میں اقدامات کا اعلان کیا ہے جبکہ متعلقہ حکام کو ہدایات جاری کر دی گئی ہیں۔ اجلاس میں صوبائی وزراء اور اعلیٰ حکام نے شرکت کی اور مختلف امور پر تفصیلی غور کیا گیا۔	[737, 343, 858, 464]
continued-number: 44	[130, 913, 174, 933]
article-paragraph: پولیس کے مطابق ملزمان کو گرفتار کر کے مقدمہ درج کر لیا گیا ہے اور مزید تفتیش جاری ہے۔ واقعے	[124, 940, 241, 999]
column-3	[610, 30, 735, 1852]
continued-label: بقیہ	[443, 740, 479, 761]
continued-label: بقیہ	[321, 331, 357, 352]
continued-number: 32	[251, 53, 295, 73]
article-text	[489, 30, 608, 116]
article-paragraph: حکومت نے اس سلسلے میں اقدامات کا اعلان کیا ہے جبکہ متعلقہ حکام کو ہدایات جاری کر دی گئی ہیں۔ اجلاس میں صوبائی وزراء اور اعلیٰ حکام نے شرکت کی اور مختلف امور پر تفصیلی غور کیا گیا۔	[737, 1087, 858, 1208]
article-paragraph: اجلاس میں فیصلہ کیا گیا کہ ترقیاتی منصوبوں کی نگرانی کے لیے خصوصی	[245, 1803, 363, 1846]
continued-label: بقیہ	[691, 927, 727, 948]
continued-banner-43	[123, 690, 242, 718]
continued-label: بقیہ	[566, 692, 602, 713]
continued-label: بقیہ	[691, 785, 727, 806]
article-paragraph: پولیس کے مطابق ملزمان کو گرفتار کر کے مقدمہ	[124, 1261, 241, 1289]
continued-label: بقیہ	[691, 695, 727, 716]
continued-number: 49	[8, 643, 52, 663]
article-paragraph: پولیس کے مطابق ملزمان کو گرفتار کر کے مقدمہ درج کر لیا گیا ہے اور مزید تفتیش جاری ہے۔ واقعے کے بعد علاقے میں سکیورٹی سخت کر دی گئی ہے۔	[124, 1441, 241, 1547]
continued-banner-42	[123, 438, 242, 466]
continued-banner-30	[366, 944, 486, 972]
article-paragraph: حکومت نے اس سلسلے میں اقدامات کا اعلان کیا ہے جبکہ متعلقہ حکام کو ہدایات جاری کر دی گئی ہیں۔ اجلاس میں صوبائی وزراء اور اعلیٰ حکام نے شرکت کی اور مختلف امور پر تفصیلی غور کیا گیا۔	[737, 1459, 858, 1580]
continued-number: 45	[130, 1021, 174, 1041]
article-paragraph: یوسف جان کو تقدر، اور ابرار حسین کو استور میں تعینات کیا گیا ہے۔ علی اصغر جو اسسٹنٹ ڈائریکٹر دیامر سے ہنزہ تبادلہ کر دیا گیا ہے۔ تمام تبادلے چیف سیکرٹری گلگت بلتستان ابرار احمد مرزا کی منظوری سے عمل میں لائے گئے ہیں۔ محکمہ	[489, 1422, 608, 1574]
continued-banner-6	[736, 312, 859, 340]
article-paragraph: پولیس کے مطابق ملزمان کو گرفتار کر کے مقدمہ درج کر لیا گیا ہے اور مزید تفتیش جاری ہے۔ واقعے کے بعد علاقے میں سکیورٹی سخت کر دی گئی ہے۔	[124, 721, 241, 826]
continued-number: 21	[495, 889, 539, 909]
continued-label: بقیہ	[321, 909, 357, 930]
continued-number: 9	[743, 936, 778, 956]
continued-number: 18	[495, 122, 539, 142]
continued-banner-12	[611, 691, 734, 719]
continued-number: 19	[495, 328, 539, 348]
article-paragraph: عدالت نے فریقین کے دلائل سننے کے بعد فیصلہ محفوظ کر لیا جبکہ کیس کی مزید سماعت آئندہ ہفتے تک ملتوی کر دی گئی۔ وکلاء نے عدالت کو معاملے کی تفصیلات سے آگاہ کیا۔	[367, 767, 485, 888]
article-text	[489, 915, 608, 1178]
article-paragraph: اجلاس میں فیصلہ کیا گیا کہ ترقیاتی منصوبوں کی نگرانی کے لیے خصوصی کمیٹی تشکیل دی جائے گی	[245, 466, 363, 525]
continued-banner-11	[611, 616, 734, 644]
continued-banner-31	[366, 1103, 486, 1131]
